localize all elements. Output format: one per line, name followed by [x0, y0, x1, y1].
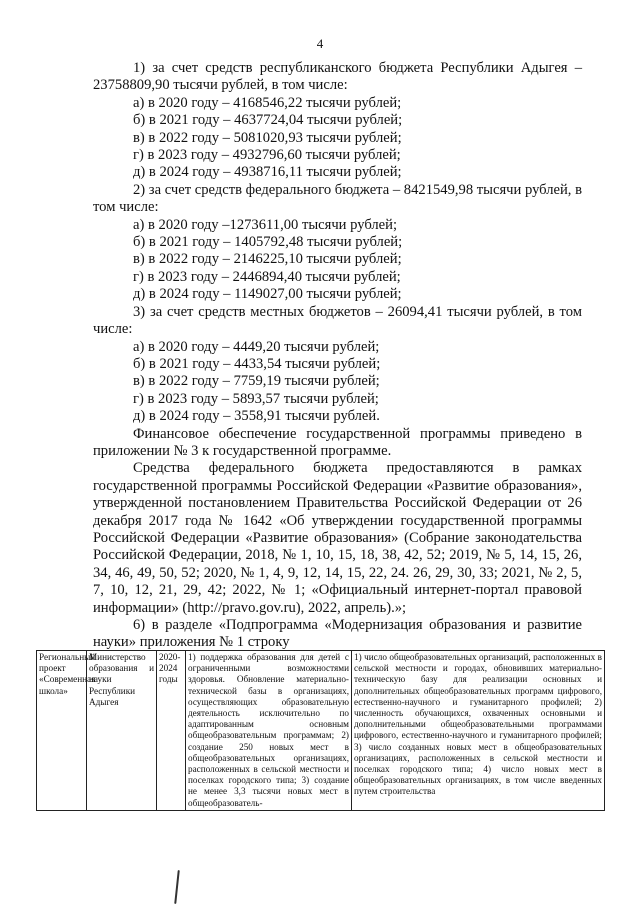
federal-budget-intro: 2) за счет средств федерального бюджета – 8421549,98 тысячи рублей, в том числе: — [93, 181, 582, 216]
republic-budget-intro: 1) за счет средств республиканского бюджета Республики Адыгея – 23758809,90 тысячи рублей, в том числе: — [93, 60, 582, 94]
federal-year-a: а) в 2020 году –1273611,00 тысячи рублей; — [133, 216, 398, 233]
republic-year-d: г) в 2023 году – 4932796,60 тысячи рублей; — [133, 147, 401, 164]
local-year-e: д) в 2024 году – 3558,91 тысячи рублей. — [133, 408, 380, 425]
local-year-b: б) в 2021 году – 4433,54 тысячи рублей; — [133, 355, 381, 372]
table-row — [37, 651, 605, 811]
federal-funds-paragraph: Средства федерального бюджета предоставляются в рамках государственной программы Российской Федерации «Развитие образования», утвержденной постановлением Правительства Российской Федерации от 26 декабря 2017 года № 1642 «Об утверждении государственной программы Российской Федерации «Развитие образования» (Собрание законодательства Российской Федерации, 2018, № 1, 10, 15, 18, 38, 42, 52; 2019, № 5, 14, 15, 26, 34, 46, 49, 50, 52; 2020, № 1, 4, 9, 12, 14, 15, 22, 24. 26, 29, 30, 33; 2021, № 2, 5, 7, 10, 12, 21, 29, 42; 2022, № 1; «Официальный интернет-портал правовой информации» (http://pravo.gov.ru), 2022, апрель).»; — [93, 460, 582, 616]
republic-year-a: а) в 2020 году – 4168546,22 тысячи рублей; — [133, 94, 402, 111]
program-table — [36, 650, 605, 811]
republic-year-b: б) в 2021 году – 4637724,04 тысячи рублей; — [133, 112, 403, 129]
measures-cell: 1) поддержка образования для детей с ограниченными возможностями здоровья. Обновление материально-технической базы в организациях, осуществляющих образовательную деятельность исключительно по адаптированным основным общеобразовательным программам; 2) создание 250 новых мест в общеобразовательных организациях, расположенных в сельской местности и поселках городского типа; 3) создание не менее 3,3 тысячи новых мест в общеобразователь- — [186, 651, 352, 811]
indicators-cell: 1) число общеобразовательных организаций, расположенных в сельской местности и городах, обновивших материально-техническую базу для реализации основных и дополнительных общеобразовательных программ цифрового, естественно-научного и гуманитарного профилей; 2) численность обучающихся, охваченных основными и дополнительными общеобразовательными программами цифрового, естественно-научного и гуманитарного профилей; 3) число созданных новых мест в общеобразовательных организациях, расположенных в сельской местности и поселках городского типа; 4) число новых мест в общеобразовательных организациях, в том числе введенных путем строительства — [352, 651, 605, 811]
federal-year-d: г) в 2023 году – 2446894,40 тысячи рублей; — [133, 268, 401, 285]
period-cell: 2020-2024 годы — [157, 651, 186, 811]
item-6-paragraph: 6) в разделе «Подпрограмма «Модернизация образования и развитие науки» приложения № 1 строку — [93, 617, 582, 651]
local-year-d: г) в 2023 году – 5893,57 тысячи рублей; — [133, 390, 379, 407]
project-name-cell: Региональный проект «Современная школа» — [37, 651, 87, 811]
republic-year-e: д) в 2024 году – 4938716,11 тысячи рублей; — [133, 164, 402, 181]
signature-mark — [174, 870, 180, 904]
federal-year-c: в) в 2022 году – 2146225,10 тысячи рублей; — [133, 251, 402, 268]
financing-paragraph: Финансовое обеспечение государственной программы приведено в приложении № 3 к государственной программе. — [93, 425, 582, 459]
federal-year-b: б) в 2021 году – 1405792,48 тысячи рублей; — [133, 234, 403, 251]
local-year-a: а) в 2020 году – 4449,20 тысячи рублей; — [133, 338, 380, 355]
federal-year-e: д) в 2024 году – 1149027,00 тысячи рублей; — [133, 286, 402, 303]
republic-year-c: в) в 2022 году – 5081020,93 тысячи рублей; — [133, 129, 402, 146]
local-year-c: в) в 2022 году – 7759,19 тысячи рублей; — [133, 373, 380, 390]
page-number: 4 — [316, 36, 324, 51]
responsible-ministry-cell: Министерство образования и науки Республики Адыгея — [87, 651, 157, 811]
local-budget-intro: 3) за счет средств местных бюджетов – 26094,41 тысячи рублей, в том числе: — [93, 303, 582, 338]
document-body — [93, 60, 582, 652]
